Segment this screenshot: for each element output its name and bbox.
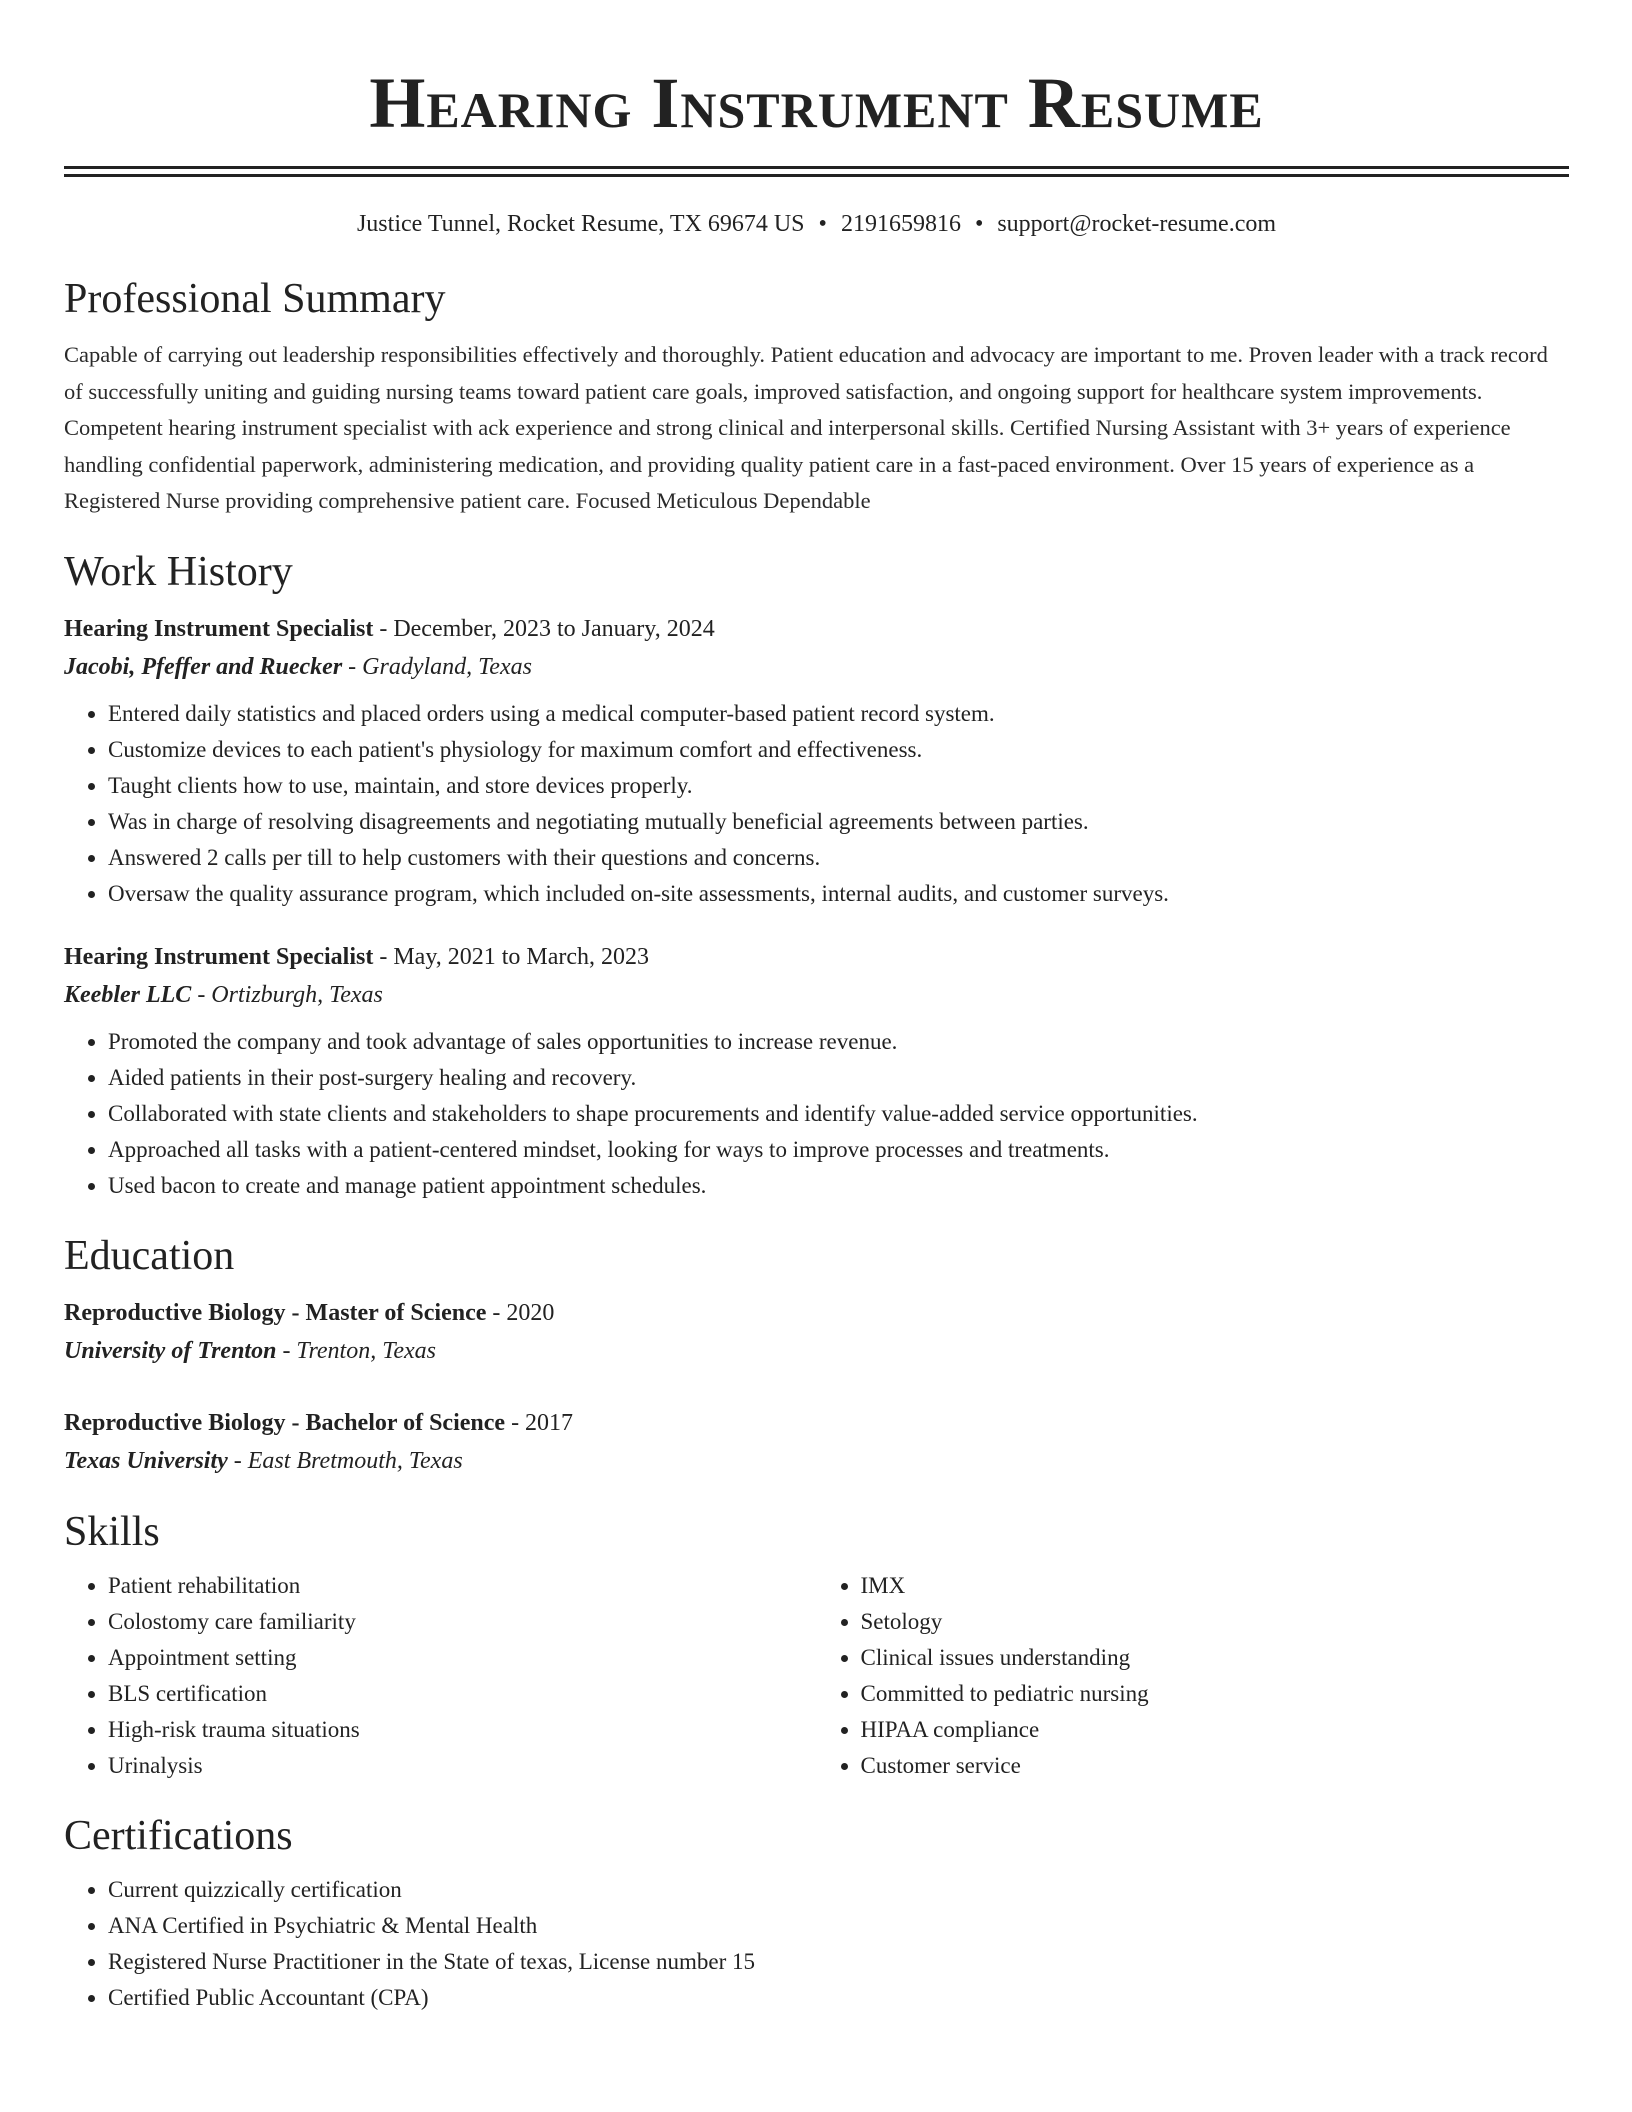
skill-item: • Appointment setting (108, 1640, 817, 1676)
summary-paragraph: Capable of carrying out leadership responsibilities effectively and thoroughly. Patient education and advocacy are important to me. Proven leader with a track record of successfully uniting and guiding nursing teams toward patient care goals, improved satisfaction, and ongoing support for healthcare system improvements. Competent hearing instrument specialist with ack experience and strong clinical and interpersonal skills. Certified Nursing Assistant with 3+ years of experience handling confidential paperwork, administering medication, and providing quality patient care in a fast-paced environment. Over 15 years of experience as a Registered Nurse providing comprehensive patient care. Focused Meticulous Dependable (64, 342, 1548, 513)
contact-phone: 2191659816 (840, 211, 961, 237)
title-double-rule (64, 166, 1569, 177)
job-entry (64, 610, 1569, 912)
professional-summary-section (64, 273, 1569, 520)
job-title-line (64, 938, 1569, 976)
job-bullet: • Approached all tasks with a patient-centered mindset, looking for ways to improve processes and treatments. (108, 1132, 1569, 1168)
job-title: Hearing Instrument Specialist (64, 615, 374, 642)
job-bullet: • Oversaw the quality assurance program, which included on-site assessments, internal audits, and customer surveys. (108, 876, 1569, 912)
school-location: - Trenton, Texas (276, 1337, 437, 1364)
certification-item: • Registered Nurse Practitioner in the State of texas, License number 15 (108, 1944, 1569, 1980)
skill-item: • High-risk trauma situations (108, 1712, 817, 1748)
contact-email: support@rocket-resume.com (997, 211, 1277, 237)
job-dates: - May, 2021 to March, 2023 (373, 943, 650, 970)
work-history-section (64, 546, 1569, 1204)
school-line (64, 1332, 1569, 1370)
job-entry (64, 938, 1569, 1204)
education-section (64, 1230, 1569, 1480)
job-bullet: • Answered 2 calls per till to help customers with their questions and concerns. (108, 840, 1569, 876)
education-entry (64, 1404, 1569, 1480)
job-company: Jacobi, Pfeffer and Ruecker (64, 653, 343, 680)
job-bullet: • Collaborated with state clients and stakeholders to shape procurements and identify value-added service opportunities. (108, 1096, 1569, 1132)
contact-line (64, 209, 1569, 239)
contact-separator: • (974, 211, 984, 237)
degree-year: - 2017 (505, 1409, 574, 1436)
certifications-section (64, 1810, 1569, 2016)
resume-page (64, 0, 1569, 2016)
job-bullet: • Used bacon to create and manage patient appointment schedules. (108, 1168, 1569, 1204)
school-name: University of Trenton (64, 1337, 277, 1364)
skill-item: • Clinical issues understanding (861, 1640, 1570, 1676)
contact-address: Justice Tunnel, Rocket Resume, TX 69674 US (356, 211, 805, 237)
skill-item: • HIPAA compliance (861, 1712, 1570, 1748)
skill-item: • Patient rehabilitation (108, 1568, 817, 1604)
job-bullet: • Taught clients how to use, maintain, and store devices properly. (108, 768, 1569, 804)
section-heading-certifications: Certifications (64, 1812, 293, 1859)
skills-columns (64, 1568, 1569, 1784)
job-dates: - December, 2023 to January, 2024 (373, 615, 715, 642)
job-company-line (64, 976, 1569, 1014)
job-title-line (64, 610, 1569, 648)
certifications-list (64, 1872, 1569, 2016)
education-entry (64, 1294, 1569, 1370)
job-bullet: • Aided patients in their post-surgery healing and recovery. (108, 1060, 1569, 1096)
job-bullet-list (64, 696, 1569, 912)
skill-item: • Urinalysis (108, 1748, 817, 1784)
job-bullet: • Promoted the company and took advantage of sales opportunities to increase revenue. (108, 1024, 1569, 1060)
job-title: Hearing Instrument Specialist (64, 943, 374, 970)
section-heading-summary: Professional Summary (64, 276, 446, 322)
skills-section (64, 1506, 1569, 1784)
section-heading-work-history: Work History (64, 548, 293, 595)
certification-item: • ANA Certified in Psychiatric & Mental Health (108, 1908, 1569, 1944)
skill-item: • Customer service (861, 1748, 1570, 1784)
job-bullet-list (64, 1024, 1569, 1204)
section-heading-education: Education (64, 1232, 235, 1279)
skill-item: • Committed to pediatric nursing (861, 1676, 1570, 1712)
job-bullet: • Was in charge of resolving disagreements and negotiating mutually beneficial agreements between parties. (108, 804, 1569, 840)
degree-name: Reproductive Biology - Bachelor of Science (64, 1409, 506, 1436)
skills-list-left (64, 1568, 817, 1784)
school-line (64, 1442, 1569, 1480)
job-bullet: • Customize devices to each patient's physiology for maximum comfort and effectiveness. (108, 732, 1569, 768)
skill-item: • Setology (861, 1604, 1570, 1640)
degree-name: Reproductive Biology - Master of Science (64, 1299, 487, 1326)
job-company-line (64, 648, 1569, 686)
job-company: Keebler LLC (64, 981, 192, 1008)
job-location: - Gradyland, Texas (342, 653, 532, 680)
contact-separator: • (818, 211, 827, 237)
degree-year: - 2020 (486, 1299, 555, 1326)
section-heading-skills: Skills (64, 1508, 160, 1555)
job-location: - Ortizburgh, Texas (191, 981, 383, 1008)
school-name: Texas University (64, 1447, 228, 1474)
skill-item: • Colostomy care familiarity (108, 1604, 817, 1640)
certification-item: • Current quizzically certification (108, 1872, 1569, 1908)
degree-line (64, 1404, 1569, 1442)
job-bullet: • Entered daily statistics and placed orders using a medical computer-based patient record system. (108, 696, 1569, 732)
degree-line (64, 1294, 1569, 1332)
skills-list-right (817, 1568, 1570, 1784)
certification-item: • Certified Public Accountant (CPA) (108, 1980, 1569, 2016)
skill-item: • BLS certification (108, 1676, 817, 1712)
resume-title: Hearing Instrument Resume (369, 63, 1264, 143)
skill-item: • IMX (861, 1568, 1570, 1604)
school-location: - East Bretmouth, Texas (227, 1447, 463, 1474)
